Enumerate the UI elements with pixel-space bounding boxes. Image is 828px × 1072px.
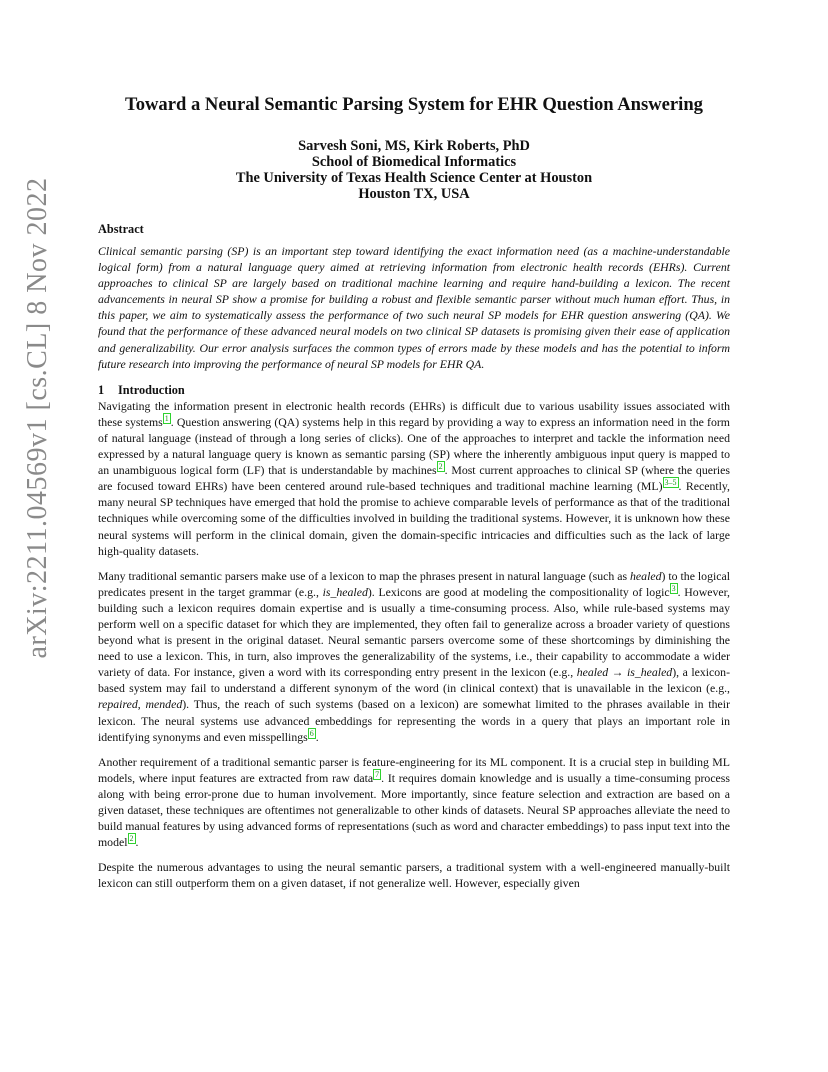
text-run: ). Lexicons are good at modeling the compositionality of logic: [367, 584, 670, 599]
paper-page: [98, 94, 730, 900]
affiliation-university: The University of Texas Health Science Center at Houston: [235, 170, 593, 186]
italic-term: healed → is_healed: [576, 665, 673, 680]
text-run: . Recently, many neural SP techniques have emerged that hold the promise to achieve comparable levels of performance as that of the traditional techniques while overcoming some of the difficulties involved in building the traditional systems. However, it is unknown how these neural systems will perform in the clinical domain, given the domain-specific intricacies and difficulties such as the lack of large high-quality datasets.: [98, 479, 730, 558]
abstract-heading: Abstract: [98, 222, 144, 236]
author-names: Sarvesh Soni, MS, Kirk Roberts, PhD: [298, 138, 530, 154]
citation-link[interactable]: 3–5: [664, 478, 677, 488]
text-run: ,: [137, 697, 146, 712]
citation-link[interactable]: 7: [375, 769, 380, 779]
citation-link[interactable]: 2: [129, 834, 134, 844]
text-run: Many traditional semantic parsers make use of a lexicon to map the phrases present in natural language (such as: [98, 568, 631, 583]
arxiv-identifier: arXiv:2211.04569v1 [cs.CL] 8 Nov 2022: [22, 177, 53, 659]
text-run: . However, building such a lexicon requires domain expertise and is usually a time-consuming process. Also, while rule-based systems may perform well on a specific dataset for which they are implemented, they often fail to generalize across a broader variety of questions beyond what is present in the original dataset. Neural semantic parsers overcome some of these shortcomings by diminishing the need to use a lexicon. This, in turn, also improves the generalizability of the systems, i.e., their capability to accommodate a wider variety of data. For instance, given a word with its corresponding entry present in the lexicon (e.g.,: [98, 584, 730, 680]
text-run: . Question answering (QA) systems help in this regard by providing a way to express an information need in the form of natural language (instead of through a long series of clicks). One of the approaches to interpret and tackle the information need expressed by a natural language query is known as semantic parsing (SP) where the inherently ambiguous input query is mapped to an unambiguous logical form (LF) that is understandable by machines: [98, 414, 730, 478]
italic-term: is_healed: [322, 584, 368, 599]
citation-link[interactable]: 6: [309, 728, 314, 738]
intro-paragraph-3: [98, 754, 730, 851]
section-title: Introduction: [118, 382, 185, 397]
text-run: .: [135, 835, 139, 850]
arxiv-sidebar: [14, 128, 62, 708]
intro-paragraph-2: [98, 568, 730, 745]
text-run: Navigating the information present in electronic health records (EHRs) is difficult due to various usability issues associated with these systems: [98, 398, 730, 429]
text-run: ). Thus, the reach of such systems (based on a lexicon) are somewhat limited to the phrases available in their lexicon. The neural systems use advanced embeddings for representing the words in a query that plays an important role in identifying synonyms and even misspellings: [98, 697, 730, 744]
paper-title: Toward a Neural Semantic Parsing System for EHR Question Answering: [125, 94, 703, 115]
text-run: . It requires domain knowledge and is usually a time-consuming process along with being error-prone due to human involvement. More importantly, since feature selection and extraction are based on a given dataset, these techniques are oftentimes not generalizable to other kinds of datasets. Neural SP approaches alleviate the need to build manual features by using advanced forms of representations (such as word and character embeddings) to pass input text into the model: [98, 770, 730, 850]
author-block: [98, 138, 730, 202]
intro-paragraph-1: [98, 398, 730, 559]
section-number: 1: [98, 382, 105, 397]
italic-term: healed: [630, 568, 662, 583]
text-run: . Most current approaches to clinical SP (where the queries are focused toward EHRs) have been centered around rule-based techniques and traditional machine learning (ML): [98, 463, 731, 494]
intro-paragraph-4: Despite the numerous advantages to using the neural semantic parsers, a traditional system with a well-engineered manually-built lexicon can still outperform them on a given dataset, if not generalize well. However, especially given: [98, 860, 730, 891]
text-run: ), a lexicon-based system may fail to understand a different synonym of the word (in clinical context) that is unavailable in the lexicon (e.g.,: [98, 665, 730, 696]
citation-link[interactable]: 2: [438, 462, 443, 472]
italic-term: mended: [145, 697, 183, 712]
citation-link[interactable]: 3: [671, 583, 676, 593]
text-run: ) to the logical predicates present in the target grammar (e.g.,: [98, 568, 731, 599]
citation-link[interactable]: 1: [164, 413, 169, 423]
affiliation-location: Houston TX, USA: [358, 186, 470, 202]
affiliation-school: School of Biomedical Informatics: [311, 154, 517, 170]
section-heading-introduction: [98, 383, 730, 398]
abstract-text: Clinical semantic parsing (SP) is an important step toward identifying the exact information need (as a machine-understandable logical form) from a natural language query aimed at retrieving information from electronic health records (EHRs). Current approaches to clinical SP are largely based on traditional machine learning and require hand-building a lexicon. The recent advancements in neural SP show a promise for building a robust and flexible semantic parser without much human effort. Thus, in this paper, we aim to systematically assess the performance of two such neural SP models for EHR question answering (QA). We found that the performance of these advanced neural models on two clinical SP datasets is promising given their ease of application and generalizability. Our error analysis surfaces the common types of errors made by these models and has the potential to inform future research into improving the performance of neural SP models for EHR QA.: [98, 244, 730, 371]
text-run: Another requirement of a traditional semantic parser is feature-engineering for its ML component. It is a crucial step in building ML models, where input features are extracted from raw data: [98, 754, 730, 785]
italic-term: repaired: [98, 697, 138, 712]
text-run: .: [315, 729, 319, 744]
